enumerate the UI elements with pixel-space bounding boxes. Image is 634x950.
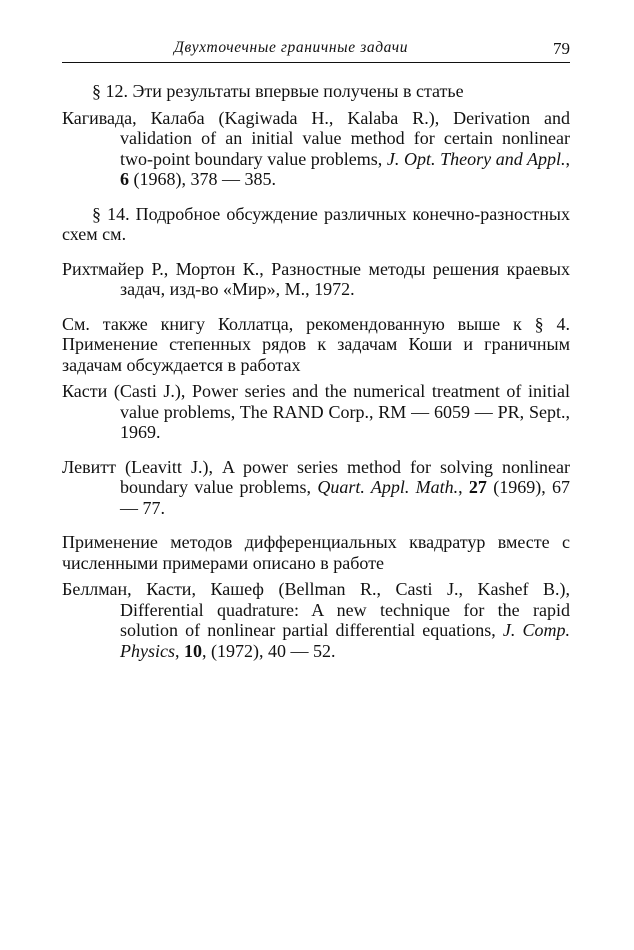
reference-kagiwada-kalaba <box>62 108 570 190</box>
reference-journal: J. Opt. Theory and Appl. <box>386 148 566 169</box>
running-title: Двухточечные граничные задачи <box>174 39 409 56</box>
section-14-text: § 14. Подробное обсуждение различных конечно-разностных схем см. <box>62 203 570 244</box>
section-14-intro <box>62 204 570 245</box>
page-number: 79 <box>553 39 570 58</box>
reference-bellman-casti-kashef <box>62 579 570 661</box>
book-page <box>62 36 570 675</box>
reference-casti <box>62 381 570 443</box>
reference-journal: J. Comp. Physics <box>120 620 570 661</box>
quadrature-text: Применение методов дифференциальных квадратур вместе с численными примерами описано в работе <box>62 532 570 573</box>
reference-authors: Кагивада, Калаба (Kagiwada H., Kalaba R.), <box>62 107 440 128</box>
reference-text: Касти (Casti J.), Power series and the numerical treatment of initial value problems, The RAND Corp., RM — 6059 — PR, Sept., 1969. <box>62 381 570 442</box>
reference-pages: (1969), 67 — 77. <box>120 477 570 518</box>
reference-leavitt <box>62 457 570 519</box>
reference-pages: , (1972), 40 — 52. <box>201 640 336 661</box>
reference-text: Беллман, Касти, Кашеф (Bellman R., Casti J., Kashef B.), Differential quadrature: A new technique for the rapid solution of nonlinear partial differential equations, <box>62 579 570 640</box>
reference-title: Derivation and validation of an initial value method for certain nonlinear two-point boundary value problems, <box>120 107 570 169</box>
reference-pages: (1968), 378 — 385. <box>129 169 276 189</box>
page-header <box>62 36 570 63</box>
section-12-text: § 12. Эти результаты впервые получены в статье <box>92 81 464 101</box>
reference-volume: 10 <box>183 640 202 661</box>
reference-separator: , <box>565 148 571 169</box>
reference-volume: 27 <box>468 477 487 497</box>
reference-text: Левитт (Leavitt J.), A power series method for solving nonlinear boundary value problems, <box>62 456 570 497</box>
reference-text: Рихтмайер Р., Мортон К., Разностные методы решения краевых задач, изд-во «Мир», М., 1972. <box>62 258 570 299</box>
quadrature-paragraph <box>62 532 570 573</box>
reference-volume: 6 <box>120 169 129 189</box>
see-also-paragraph <box>62 314 570 376</box>
reference-richtmyer-morton <box>62 259 570 300</box>
section-12-intro <box>62 81 570 102</box>
reference-separator: , <box>458 477 469 497</box>
see-also-text: См. также книгу Коллатца, рекомендованную выше к § 4. Применение степенных рядов к задачам Коши и граничным задачам обсуждается в работах <box>62 313 570 375</box>
reference-separator: , <box>174 640 184 661</box>
page-content <box>62 81 570 661</box>
reference-journal: Quart. Appl. Math. <box>317 477 459 497</box>
